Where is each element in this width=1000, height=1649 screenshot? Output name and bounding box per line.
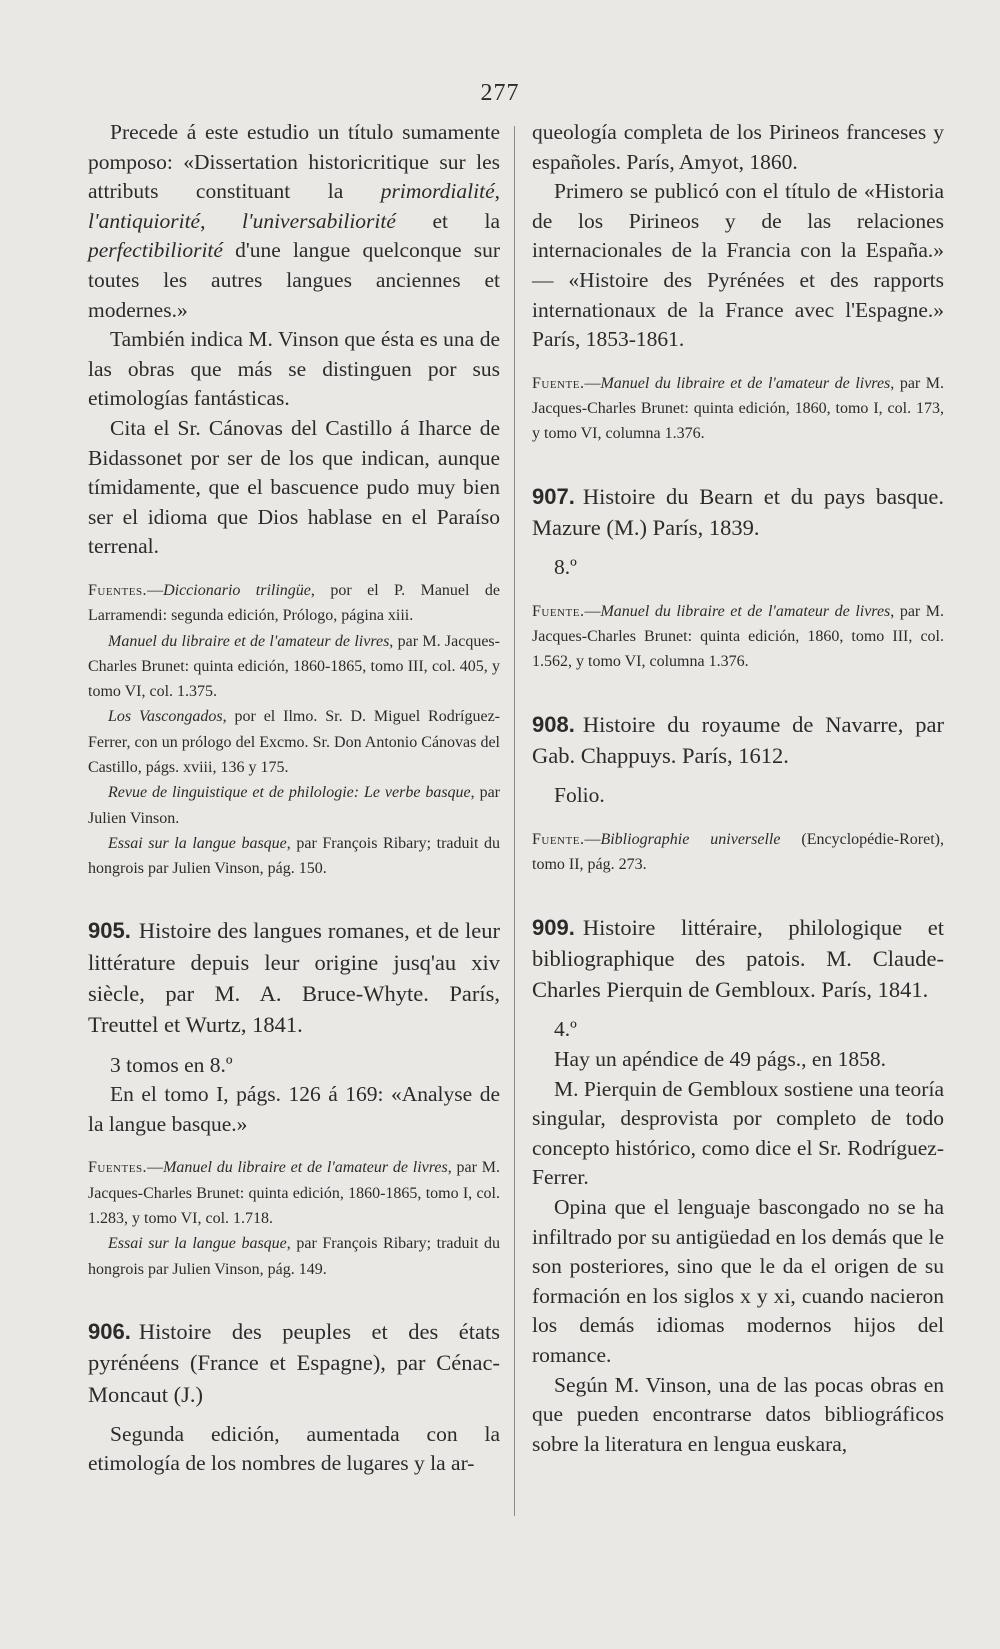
- paragraph: Segunda edición, aumentada con la etimología de los nombres de lugares y la ar-: [88, 1421, 500, 1476]
- paragraph: M. Pierquin de Gembloux sostiene una teoría singular, desprovista por completo de todo concepto histórico, como dice el Sr. Rodríguez-Ferrer.: [532, 1076, 944, 1190]
- entry-908: 908. Histoire du royaume de Navarre, par Gab. Chappuys. París, 1612.: [532, 711, 944, 769]
- source-item: Manuel du libraire et de l'amateur de livres, par M. Jacques-Charles Brunet: quinta edición, 1860-1865, tomo III, col. 405, y tomo VI, col. 1.375.: [88, 632, 500, 701]
- column-divider: [514, 126, 515, 1516]
- source-item: Essai sur la langue basque, par François Ribary; traduit du hongrois par Julien Vinson, pág. 150.: [88, 834, 500, 878]
- sources-note: Fuente.—Bibliographie universelle (Encyclopédie-Roret), tomo II, pág. 273.: [532, 830, 944, 874]
- entry-906: 906. Histoire des peuples et des états pyrénéens (France et Espagne), par Cénac-Moncaut (J.): [88, 1318, 500, 1407]
- source-item: Los Vascongados, por el Ilmo. Sr. D. Miguel Rodríguez-Ferrer, con un prólogo del Excmo. Sr. Don Antonio Cánovas del Castillo, págs. xviii, 136 y 175.: [88, 708, 500, 776]
- paragraph: En el tomo I, págs. 126 á 169: «Analyse de la langue basque.»: [88, 1082, 500, 1136]
- entry-format: Folio.: [554, 783, 605, 808]
- left-column: [88, 118, 500, 1479]
- paragraph: Precede á este estudio un título sumamente pomposo: «Dissertation historicritique sur les attributs constituant la primordialité, l'antiquiorité, l'universabiliorité et la perfectibiliorité d'une langue quelconque sur toutes les autres langues anciennes et modernes.»: [88, 120, 500, 322]
- source-item: Revue de linguistique et de philologie: Le verbe basque, par Julien Vinson.: [88, 784, 501, 827]
- entry-format: 3 tomos en 8.º: [110, 1052, 233, 1077]
- sources-note: Fuente.—Manuel du libraire et de l'amateur de livres, par M. Jacques-Charles Brunet: quinta edición, 1860, tomo III, col. 1.562, y tomo VI, columna 1.376.: [532, 602, 945, 671]
- paragraph: Primero se publicó con el título de «Historia de los Pirineos y de las relaciones internacionales de la Francia con la España.» — «Histoire des Pyrénées et des rapports internationaux de la France avec l'Espagne.» París, 1853-1861.: [532, 179, 944, 352]
- entry-909: 909. Histoire littéraire, philologique et bibliographique des patois. M. Claude-Charles Pierquin de Gembloux. París, 1841.: [532, 914, 944, 1003]
- sources-note: Fuentes.—Diccionario trilingüe, por el P. Manuel de Larramendi: segunda edición, Prólogo, página xiii.: [88, 581, 500, 625]
- paragraph: Hay un apéndice de 49 págs., en 1858.: [554, 1046, 886, 1071]
- entry-907: 907. Histoire du Bearn et du pays basque. Mazure (M.) París, 1839.: [532, 483, 944, 540]
- paragraph: queología completa de los Pirineos franceses y españoles. París, Amyot, 1860.: [532, 120, 944, 174]
- right-column: [532, 118, 944, 1459]
- page-number: 277: [480, 80, 520, 106]
- source-item: Essai sur la langue basque, par François Ribary; traduit du hongrois par Julien Vinson, pág. 149.: [88, 1235, 500, 1278]
- sources-note: Fuentes.—Manuel du libraire et de l'amateur de livres, par M. Jacques-Charles Brunet: quinta edición, 1860-1865, tomo I, col. 1.283, y tomo VI, col. 1.718.: [88, 1159, 501, 1228]
- paragraph: También indica M. Vinson que ésta es una de las obras que más se distinguen por sus etimologías fantásticas.: [88, 327, 500, 411]
- entry-format: 4.º: [554, 1017, 577, 1042]
- paragraph: Opina que el lenguaje bascongado no se ha infiltrado por su antigüedad en los demás que le son posteriores, sino que le da el origen de su formación en los siglos x y xi, cuando nacieron los demás idiomas modernos hijos del romance.: [532, 1194, 944, 1367]
- entry-format: 8.º: [554, 555, 577, 580]
- paragraph: Según M. Vinson, una de las pocas obras en que pueden encontrarse datos bibliográficos sobre la literatura en lengua euskara,: [532, 1372, 944, 1456]
- entry-905: 905. Histoire des langues romanes, et de leur littérature depuis leur origine jusq'au xiv siècle, par M. A. Bruce-Whyte. París, Treuttel et Wurtz, 1841.: [88, 918, 500, 1038]
- sources-note: Fuente.—Manuel du libraire et de l'amateur de livres, par M. Jacques-Charles Brunet: quinta edición, 1860, tomo I, col. 173, y tomo VI, columna 1.376.: [532, 374, 945, 443]
- paragraph: Cita el Sr. Cánovas del Castillo á Iharce de Bidassonet por ser de los que indican, aunque tímidamente, que el bascuence pudo muy bien ser el idioma que Dios hablase en el Paraíso terrenal.: [88, 415, 500, 559]
